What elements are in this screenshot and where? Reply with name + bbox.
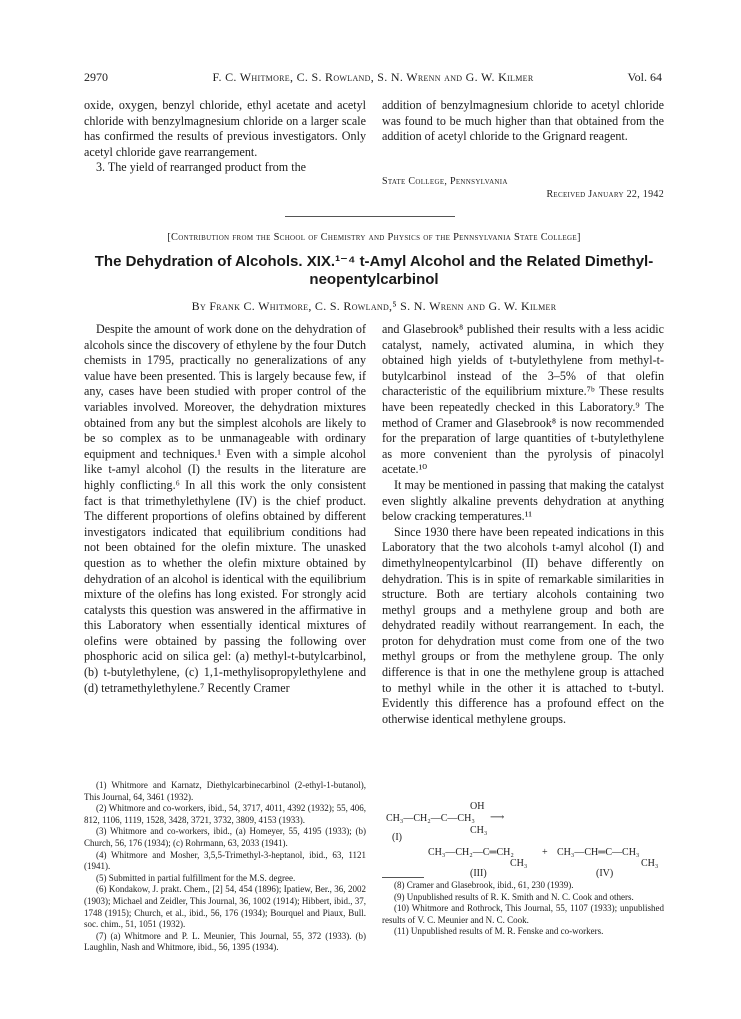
- signature-place: State College, Pennsylvania: [382, 176, 508, 187]
- body-paragraph: Since 1930 there have been repeated indications in this Laboratory that the two alcohols t-amyl alcohol (I) and dimethylneopentylcarbinol (II) behave differently on dehydration. This is in spite of remarkable similarities in structure. Both are tertiary alcohols containing two methyl groups and a methylene group and both are dehydrated readily without rearrangement. In each, the proton for dehydration must come from one of the two methyl groups or from the methylene group. The only difference is that in one the methylene group is attached to methyl while in the other it is attached to t-butyl. Evidently this difference has a profound effect on the otherwise identical methylene groups.: [382, 524, 664, 726]
- previous-article-column-2: [382, 98, 664, 145]
- previous-article-paragraph: oxide, oxygen, benzyl chloride, ethyl acetate and acetyl chloride with benzylmagnesium chloride on a larger scale has confirmed the results of previous investigators. Only acetyl chloride gave rearrangement.: [84, 98, 366, 159]
- footnote: (4) Whitmore and Mosher, 3,5,5-Trimethyl-3-heptanol, ibid., 63, 1121 (1941).: [84, 849, 366, 872]
- footnote: (6) Kondakow, J. prakt. Chem., [2] 54, 454 (1896); Ipatiew, Ber., 36, 2002 (1903); Michael and Zeidler, This Journal, 36, 1002 (1914); Hibbert, ibid., 37, 1748 (1915); Church, et al., ibid., 56, 176 (1934); Bourquel and Piaux, Bull. soc. chim., 51, 1051 (1932).: [84, 884, 366, 930]
- footnote: (9) Unpublished results of R. K. Smith and N. C. Cook and others.: [394, 891, 634, 902]
- footnote: (10) Whitmore and Rothrock, This Journal, 55, 1107 (1933); unpublished results of V. C. Meunier and N. C. Cook.: [382, 903, 664, 925]
- footnote: (7) (a) Whitmore and P. L. Meunier, This Journal, 55, 372 (1933). (b) Laughlin, Nash and Whitmore, ibid., 56, 1395 (1934).: [84, 930, 366, 953]
- footnotes-column-1: [84, 780, 366, 954]
- title-line-1: The Dehydration of Alcohols. XIX.¹⁻⁴ t-Amyl Alcohol and the Related Dimethyl-: [94, 253, 654, 270]
- running-head-authors: F. C. Whitmore, C. S. Rowland, S. N. Wrenn and G. W. Kilmer: [212, 70, 534, 84]
- footnote-rule: [382, 877, 424, 878]
- scheme-oh: OH: [470, 801, 485, 812]
- previous-article-paragraph: addition of benzylmagnesium chloride to acetyl chloride was found to be much higher than that obtained from the addition of acetyl chloride to the Grignard reagent.: [382, 98, 664, 144]
- footnote: (2) Whitmore and co-workers, ibid., 54, 3717, 4011, 4392 (1932); 55, 406, 812, 1106, 1119, 1528, 3428, 3721, 3732, 3809, 4153 (1933).: [84, 803, 366, 825]
- body-column-2: [382, 322, 664, 727]
- article-title: [84, 253, 664, 289]
- body-paragraph: Despite the amount of work done on the dehydration of alcohols since the discovery of ethylene by the four Dutch chemists in 1795, practically no generalizations of any value have been presented. This is largely because few, if any, cases have been studied with proper control of the variables involved. Moreover, the dehydration mixtures obtained from any but the simplest alcohols are likely to be so complex as to be unmanageable with ordinary equipment and techniques.¹ Even with a simple alcohol like t-amyl alcohol (I) the results in the literature are highly conflicting.⁶ In all this work the only consistent fact is that trimethylethylene (IV) is the chief product. The different proportions of olefins obtained by different investigators indicated that equilibrium conditions had not been obtained for the olefin mixture. The unasked question as to whether the olefin mixture obtained by dehydration of an alcohol is identical with the equilibrium mixture of the olefins has long existed. For strongly acid catalysts this question was answered in the affirmative in this Laboratory when essentially identical mixtures of olefins were obtained by passing the following over phosphoric acid on silica gel: (a) methyl-t-butylcarbinol, (b) t-butylethylene, (c) 1,1-methylisopropylethylene and (d) tetramethylethylene.⁷ Recently Cramer: [84, 322, 366, 695]
- body-column-1: [84, 322, 366, 696]
- previous-article-column-1: [84, 98, 366, 176]
- title-line-2: neopentylcarbinol: [309, 271, 439, 288]
- article-divider: [285, 216, 455, 217]
- scheme-reactant: CH₃—CH₂—C—CH₃: [386, 813, 475, 824]
- scheme-sub-IV: CH₃: [641, 858, 659, 869]
- scheme-label-IV: (IV): [596, 868, 614, 879]
- scheme-label-I: (I): [392, 832, 402, 843]
- scheme-product-IV: CH₃—CH═C—CH₃: [557, 847, 640, 858]
- signature-date: Received January 22, 1942: [546, 189, 664, 200]
- footnote: (8) Cramer and Glasebrook, ibid., 61, 230 (1939).: [394, 880, 574, 890]
- author-byline: By Frank C. Whitmore, C. S. Rowland,⁵ S. N. Wrenn and G. W. Kilmer: [191, 299, 557, 313]
- footnote: (5) Submitted in partial fulfillment for the M.S. degree.: [96, 872, 296, 883]
- scheme-product-III: CH₃—CH₂—C═CH₂: [428, 847, 514, 858]
- previous-article-paragraph: 3. The yield of rearranged product from the: [96, 160, 306, 175]
- scheme-reactant-sub: CH₃: [470, 825, 488, 836]
- body-paragraph: It may be mentioned in passing that making the catalyst even slightly alkaline prevents dehydration at anything below cracking temperatures.¹¹: [382, 477, 664, 524]
- scheme-label-III: (III): [470, 868, 487, 879]
- body-paragraph: and Glasebrook⁸ published their results with a less acidic catalyst, namely, activated alumina, in which they obtained high yields of t-butylethylene from methyl-t-butylcarbinol instead of the 3–5% of that olefin characteristic of the equilibrium mixture.⁷ᵇ These results have been repeatedly checked in this Laboratory.⁹ The method of Cramer and Glasebrook⁸ is now recommended for the preparation of large quantities of t-butylethylene as more convenient than the pyrolysis of pinacolyl acetate.¹⁰: [382, 322, 664, 477]
- footnotes-column-2: [382, 880, 664, 938]
- running-head: [84, 70, 662, 86]
- scheme-arrow: ⟶: [490, 812, 505, 823]
- footnote: (11) Unpublished results of M. R. Fenske and co-workers.: [394, 926, 604, 937]
- scheme-sub-III: CH₃: [510, 858, 528, 869]
- footnote: (1) Whitmore and Karnatz, Diethylcarbinecarbinol (2-ethyl-1-butanol), This Journal, 64, 3461 (1932).: [84, 780, 366, 802]
- footnote: (3) Whitmore and co-workers, ibid., (a) Homeyer, 55, 4195 (1933); (b) Church, 56, 176 (1934); (c) Rohrmann, 63, 2033 (1941).: [84, 826, 366, 848]
- page-number: 2970: [84, 70, 108, 84]
- previous-article-signature: [382, 175, 664, 201]
- volume-number: Vol. 64: [627, 70, 662, 84]
- scheme-plus: +: [542, 847, 548, 858]
- contribution-line: [Contribution from the School of Chemistry and Physics of the Pennsylvania State College]: [167, 232, 581, 243]
